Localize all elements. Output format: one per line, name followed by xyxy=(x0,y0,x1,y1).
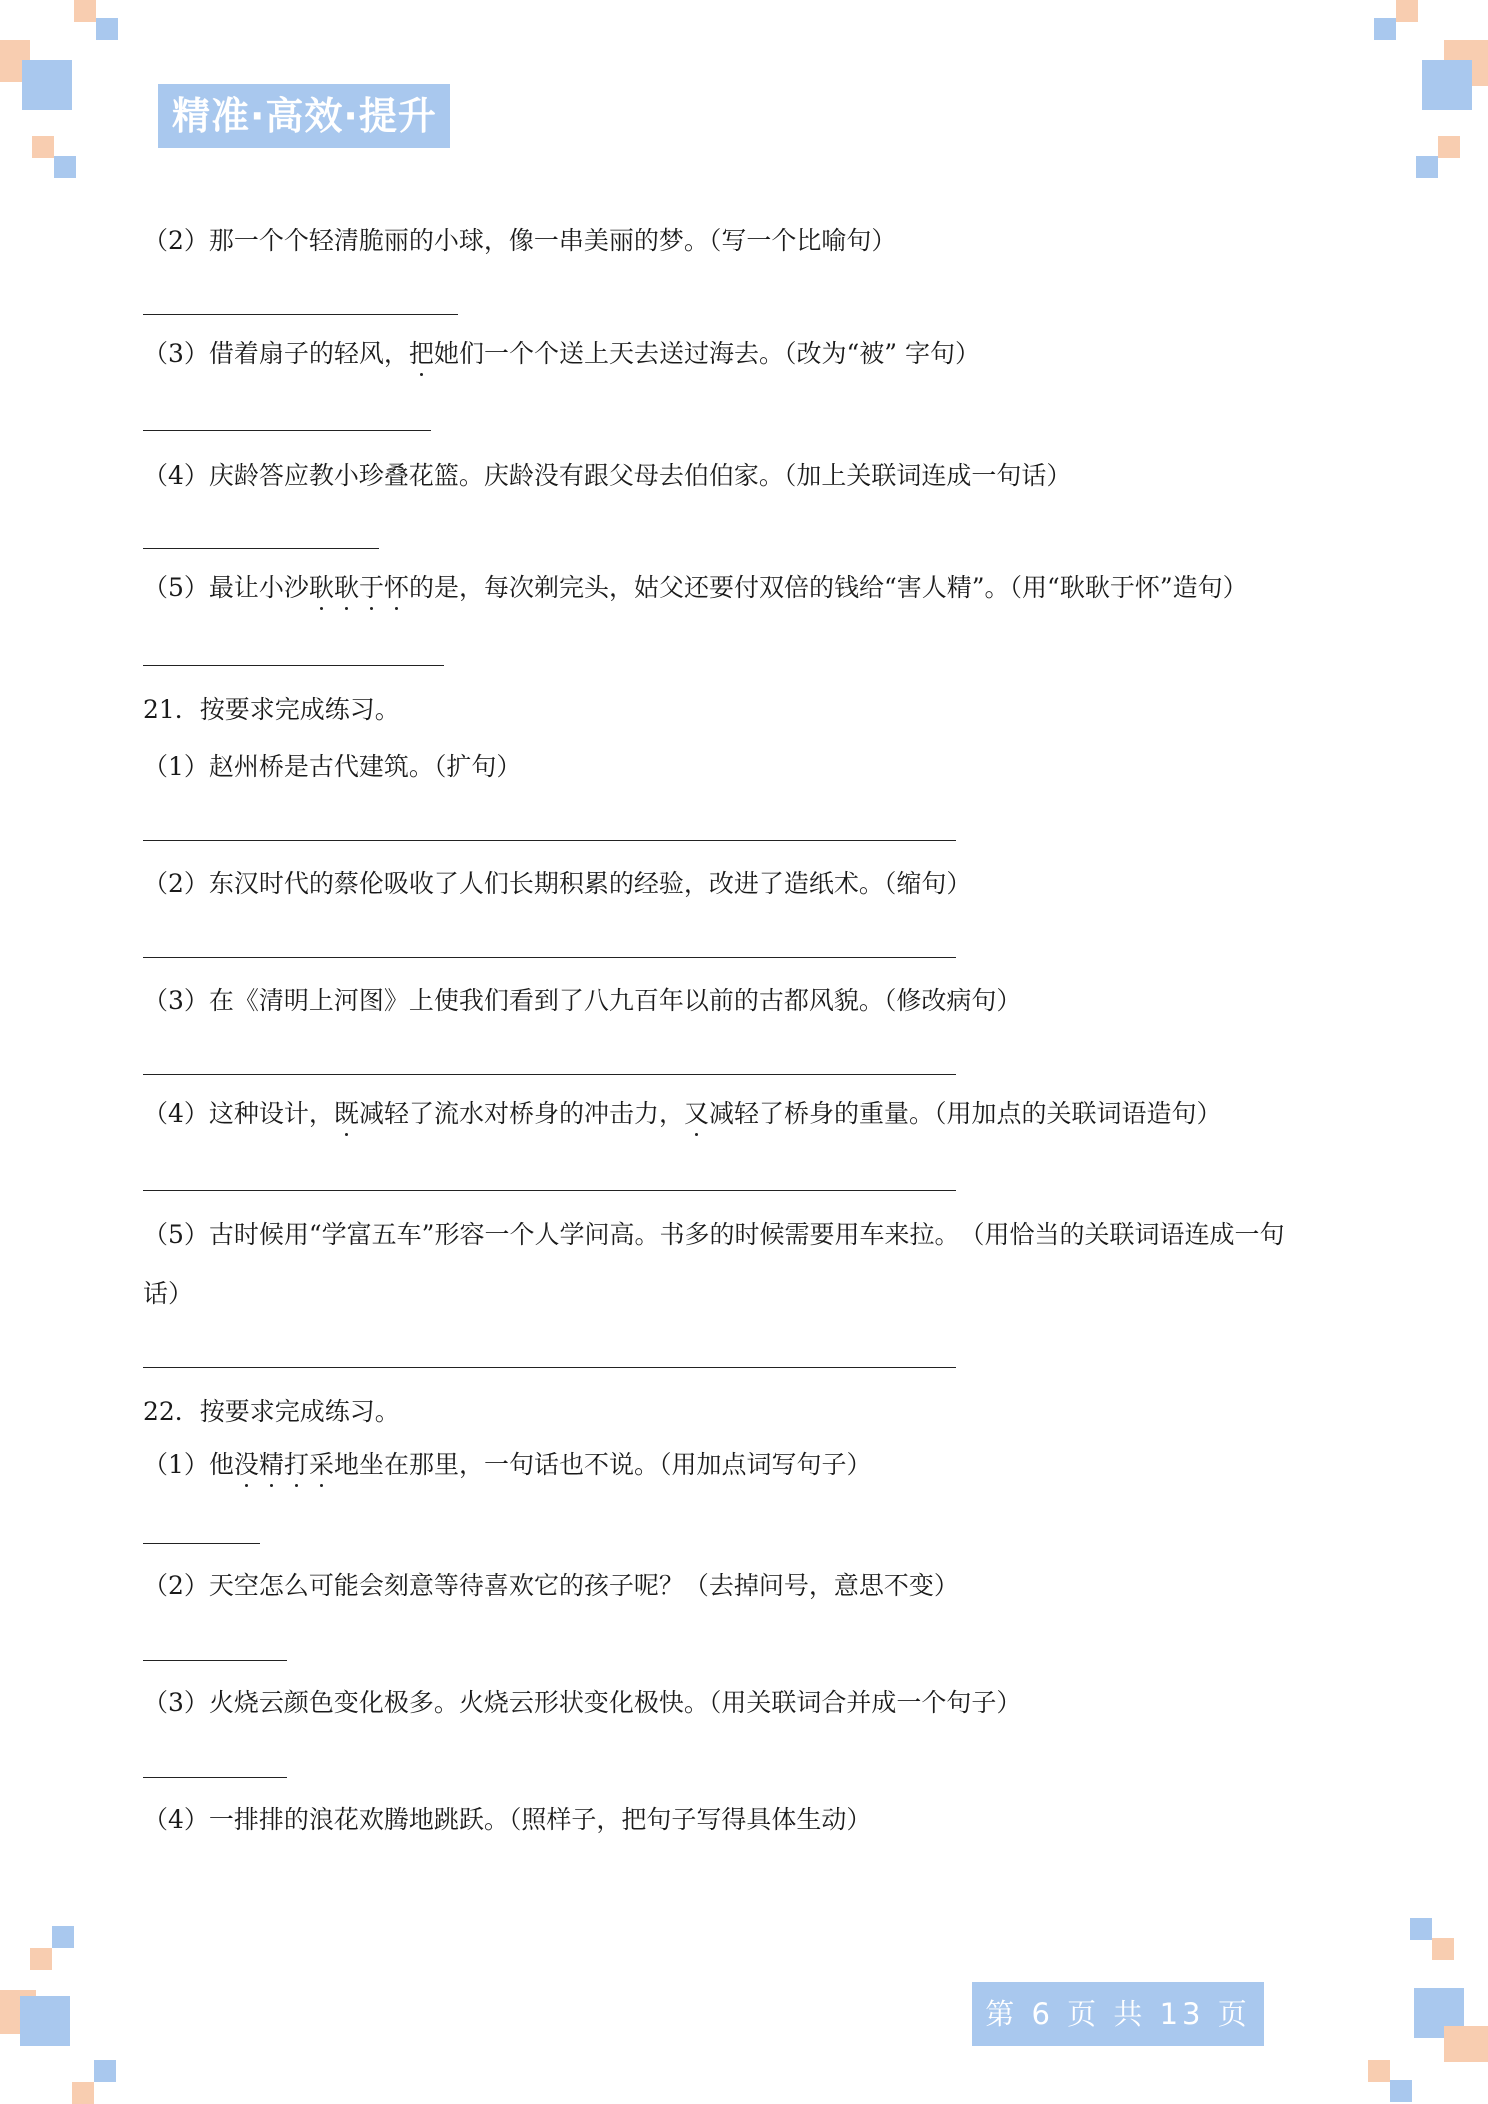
emphasis-dot-char: 怀 xyxy=(384,571,409,605)
emphasis-dot-char: 既 xyxy=(334,1097,359,1131)
answer-blank[interactable] xyxy=(143,548,379,549)
emphasis-dot-char: 于 xyxy=(359,571,384,605)
emphasis-dot-char: 耿 xyxy=(334,571,359,605)
question-line: （4）这种设计，既减轻了流水对桥身的冲击力，又减轻了桥身的重量。（用加点的关联词语造句） xyxy=(143,1097,1221,1131)
question-line: （3）火烧云颜色变化极多。火烧云形状变化极快。（用关联词合并成一个句子） xyxy=(143,1688,1022,1717)
question-line: （4）庆龄答应教小珍叠花篮。庆龄没有跟父母去伯伯家。（加上关联词连成一句话） xyxy=(143,461,1072,490)
question-line: （3）借着扇子的轻风，把她们一个个送上天去送过海去。（改为“被” 字句） xyxy=(143,337,980,371)
emphasis-dot-char: 没 xyxy=(234,1448,259,1482)
question-line: （2）那一个个轻清脆丽的小球，像一串美丽的梦。（写一个比喻句） xyxy=(143,226,897,255)
answer-blank[interactable] xyxy=(143,314,458,315)
answer-blank[interactable] xyxy=(143,840,956,841)
question-line: （5）最让小沙耿耿于怀的是，每次剃完头，姑父还要付双倍的钱给“害人精”。（用“耿耿于怀”造句） xyxy=(143,571,1248,605)
question-line: （1）他没精打采地坐在那里，一句话也不说。（用加点词写句子） xyxy=(143,1448,871,1482)
answer-blank[interactable] xyxy=(143,1543,260,1544)
question-line: （2）天空怎么可能会刻意等待喜欢它的孩子呢？（去掉问号，意思不变） xyxy=(143,1571,959,1600)
emphasis-dot-char: 打 xyxy=(284,1448,309,1482)
question-line: （4）一排排的浪花欢腾地跳跃。（照样子，把句子写得具体生动） xyxy=(143,1805,872,1834)
emphasis-dot-char: 采 xyxy=(309,1448,334,1482)
answer-blank[interactable] xyxy=(143,957,956,958)
answer-blank[interactable] xyxy=(143,1777,287,1778)
emphasis-dot-char: 精 xyxy=(259,1448,284,1482)
page-number-badge: 第 6 页 共 13 页 xyxy=(972,1982,1264,2046)
answer-blank[interactable] xyxy=(143,1660,287,1661)
question-line: （3）在《清明上河图》上使我们看到了八九百年以前的古都风貌。（修改病句） xyxy=(143,986,1022,1015)
question-line: （2）东汉时代的蔡伦吸收了人们长期积累的经验，改进了造纸术。（缩句） xyxy=(143,869,972,898)
question-line: （5）古时候用“学富五车”形容一个人学问高。书多的时候需要用车来拉。 （用恰当的关联词语连成一句 xyxy=(143,1220,1285,1249)
emphasis-dot-char: 又 xyxy=(684,1097,709,1131)
section-heading: 21．按要求完成练习。 xyxy=(143,695,400,724)
answer-blank[interactable] xyxy=(143,430,431,431)
question-line: （1）赵州桥是古代建筑。（扩句） xyxy=(143,752,522,781)
question-line-continued: 话） xyxy=(143,1279,194,1308)
answer-blank[interactable] xyxy=(143,1190,956,1191)
brand-banner: 精准·高效·提升 xyxy=(158,84,450,148)
emphasis-dot-char: 把 xyxy=(409,337,434,371)
emphasis-dot-char: 耿 xyxy=(309,571,334,605)
answer-blank[interactable] xyxy=(143,665,444,666)
answer-blank[interactable] xyxy=(143,1367,956,1368)
section-heading: 22．按要求完成练习。 xyxy=(143,1397,400,1426)
answer-blank[interactable] xyxy=(143,1074,956,1075)
